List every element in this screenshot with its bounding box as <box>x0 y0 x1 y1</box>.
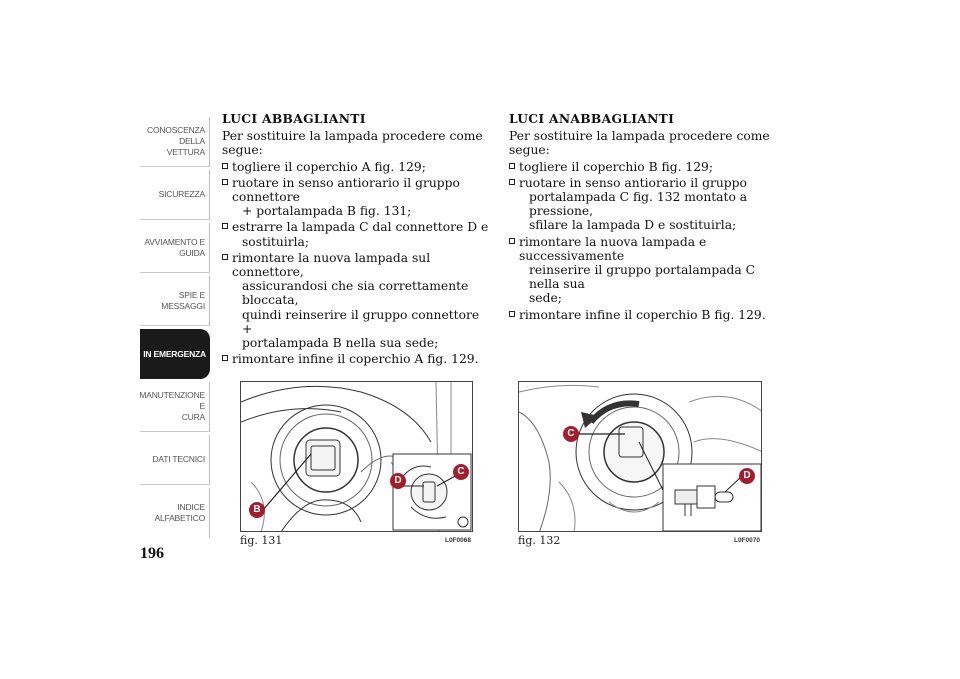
tab-label: MANUTENZIONE E <box>139 390 205 411</box>
headlight-high-beam-illustration <box>241 382 473 532</box>
list-item: rimontare la nuova lampada sul connettore, assicurandosi che sia correttamente bloccata, quindi reinserire il gruppo connettore + portalampada B nella sua sede; <box>222 251 492 350</box>
figure-code: L0F0068 <box>444 537 471 544</box>
checkbox-bullet-icon <box>222 254 228 260</box>
tab-manutenzione-e-cura[interactable] <box>140 382 210 432</box>
list-item: rimontare infine il coperchio B fig. 129. <box>509 308 779 322</box>
figure-132 <box>518 381 762 548</box>
list-item: togliere il coperchio A fig. 129; <box>222 160 492 174</box>
tab-label: CONOSCENZA <box>147 125 205 135</box>
list-item: rimontare infine il coperchio A fig. 129. <box>222 352 492 366</box>
list-item: ruotare in senso antiorario il gruppo portalampada C fig. 132 montato a pressione, sfilare la lampada D e sostituirla; <box>509 176 779 233</box>
headlight-low-beam-illustration <box>519 382 762 532</box>
figure-caption-row <box>240 534 473 548</box>
tab-label: IN EMERGENZA <box>143 348 206 359</box>
list-item: ruotare in senso antiorario il gruppo connettore + portalampada B fig. 131; <box>222 176 492 219</box>
marker-d: D <box>390 473 406 489</box>
tab-sicurezza[interactable] <box>140 170 210 220</box>
section-luci-anabbaglianti <box>509 112 779 324</box>
tab-in-emergenza[interactable] <box>140 329 210 379</box>
section-heading: LUCI ANABBAGLIANTI <box>509 111 675 126</box>
figure-frame <box>240 381 473 532</box>
checkbox-bullet-icon <box>222 163 228 169</box>
list-item: rimontare la nuova lampada e successivamente reinserire il gruppo portalampada C nella sua sede; <box>509 235 779 306</box>
tab-label: CURA <box>181 412 205 422</box>
checkbox-bullet-icon <box>509 238 515 244</box>
marker-c: C <box>453 464 469 480</box>
step-list <box>509 160 779 322</box>
figure-caption-row <box>518 534 762 548</box>
tab-label: GUIDA <box>179 247 205 258</box>
marker-d: D <box>739 468 755 484</box>
checkbox-bullet-icon <box>222 223 228 229</box>
tab-spie-e-messaggi[interactable] <box>140 276 210 326</box>
tab-conoscenza-della-vettura[interactable] <box>140 117 210 167</box>
tab-label: AVVIAMENTO E <box>144 236 205 247</box>
checkbox-bullet-icon <box>222 179 228 185</box>
tab-label: SPIE E MESSAGGI <box>161 289 205 311</box>
tab-dati-tecnici[interactable] <box>140 435 210 485</box>
figure-frame <box>518 381 762 532</box>
figure-code: L0F0070 <box>733 537 760 544</box>
tab-label: DELLA VETTURA <box>166 136 205 157</box>
section-intro: Per sostituire la lampada procedere come segue: <box>509 129 770 158</box>
tab-label: INDICE <box>177 502 205 512</box>
section-heading: LUCI ABBAGLIANTI <box>222 111 366 126</box>
checkbox-bullet-icon <box>509 179 515 185</box>
marker-b: B <box>249 502 265 518</box>
tab-label: ALFABETICO <box>154 513 205 523</box>
figure-caption: fig. 131 <box>240 534 283 547</box>
tab-avviamento-e-guida[interactable] <box>140 223 210 273</box>
list-item: estrarre la lampada C dal connettore D e sostituirla; <box>222 220 492 248</box>
checkbox-bullet-icon <box>222 355 228 361</box>
step-list <box>222 160 492 367</box>
section-intro: Per sostituire la lampada procedere come segue: <box>222 129 483 158</box>
checkbox-bullet-icon <box>509 163 515 169</box>
page-number: 196 <box>140 545 164 562</box>
marker-c: C <box>563 426 579 442</box>
figure-caption: fig. 132 <box>518 534 561 547</box>
list-item: togliere il coperchio B fig. 129; <box>509 160 779 174</box>
figure-131 <box>240 381 473 548</box>
tab-label: SICUREZZA <box>158 189 205 199</box>
tab-indice-alfabetico[interactable] <box>140 488 210 538</box>
checkbox-bullet-icon <box>509 311 515 317</box>
section-luci-abbaglianti <box>222 112 492 368</box>
tab-label: DATI TECNICI <box>152 454 205 464</box>
